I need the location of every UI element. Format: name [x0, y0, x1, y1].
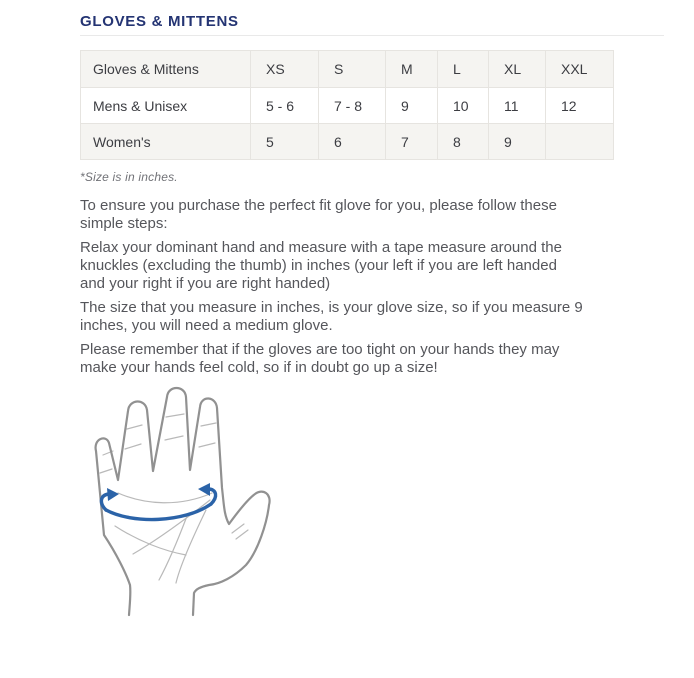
- table-row-womens: [81, 124, 614, 160]
- instruction-paragraph: [80, 341, 664, 377]
- instruction-paragraph: [80, 299, 664, 335]
- row-label: Mens & Unisex: [81, 88, 251, 124]
- instruction-paragraph: [80, 239, 664, 293]
- table-cell: 9: [489, 124, 546, 160]
- table-cell: 5 - 6: [251, 88, 319, 124]
- heading-divider: [80, 35, 664, 36]
- text-line: inches, you will need a medium glove.: [80, 317, 333, 334]
- table-cell: 12: [546, 88, 614, 124]
- text-line: To ensure you purchase the perfect fit glove for you, please follow these: [80, 197, 557, 214]
- table-header-cell: XS: [251, 51, 319, 88]
- table-header-cell: XXL: [546, 51, 614, 88]
- hand-measure-illustration: [60, 383, 320, 673]
- row-label: Women's: [81, 124, 251, 160]
- table-header-cell: S: [319, 51, 386, 88]
- text-line: The size that you measure in inches, is your glove size, so if you measure 9: [80, 299, 583, 316]
- table-cell: 10: [438, 88, 489, 124]
- size-table: [80, 50, 614, 160]
- table-cell: 11: [489, 88, 546, 124]
- table-cell: [546, 124, 614, 160]
- text-line: knuckles (excluding the thumb) in inches (your left if you are left handed: [80, 257, 557, 274]
- size-footnote: *Size is in inches.: [80, 170, 178, 184]
- size-guide-section: [80, 13, 664, 383]
- palm-creases: [100, 414, 248, 583]
- table-row-mens-unisex: [81, 88, 614, 124]
- text-line: and your right if you are right handed): [80, 275, 331, 292]
- tape-arrowheads: [107, 483, 210, 501]
- table-header-cell: M: [386, 51, 438, 88]
- text-line: Please remember that if the gloves are too tight on your hands they may: [80, 341, 560, 358]
- table-cell: 7: [386, 124, 438, 160]
- table-cell: 8: [438, 124, 489, 160]
- table-header-cell: Gloves & Mittens: [81, 51, 251, 88]
- table-header-cell: L: [438, 51, 489, 88]
- table-cell: 6: [319, 124, 386, 160]
- table-cell: 9: [386, 88, 438, 124]
- table-cell: 5: [251, 124, 319, 160]
- fit-instructions: [80, 197, 664, 377]
- table-header-row: [81, 51, 614, 88]
- text-line: simple steps:: [80, 215, 168, 232]
- page-title: GLOVES & MITTENS: [80, 13, 239, 30]
- text-line: Relax your dominant hand and measure with a tape measure around the: [80, 239, 562, 256]
- instruction-paragraph: [80, 197, 664, 233]
- table-cell: 7 - 8: [319, 88, 386, 124]
- text-line: make your hands feel cold, so if in doubt go up a size!: [80, 359, 438, 376]
- table-header-cell: XL: [489, 51, 546, 88]
